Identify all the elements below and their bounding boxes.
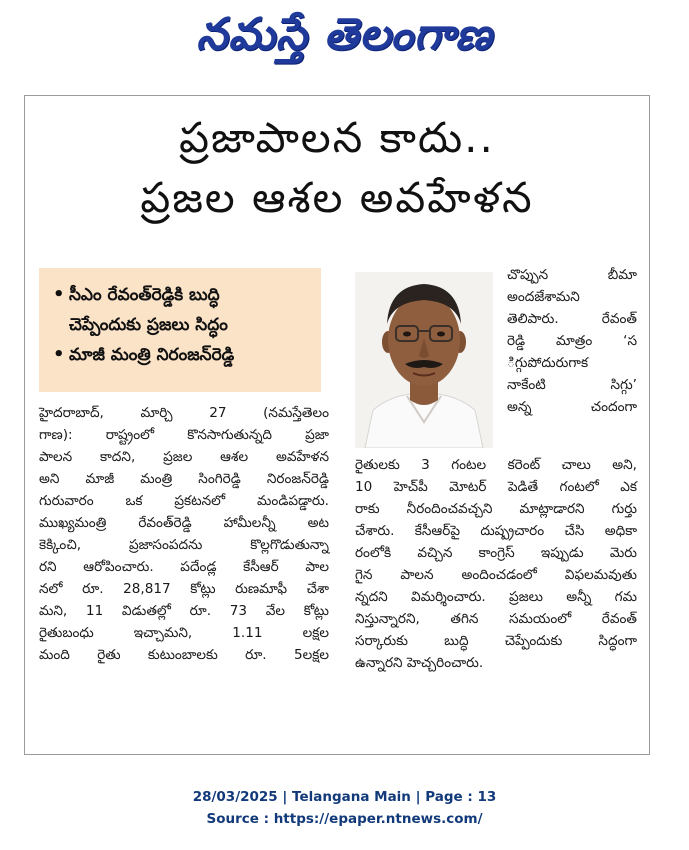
body-line: గైన పాలన అందించడంలో విఫలమవుతు: [355, 567, 637, 583]
body-line: ముఖ్యమంత్రి రేవంత్‌రెడ్డి హామీలన్నీ అట: [39, 515, 329, 531]
body-line: పాలన కాదని, ప్రజల ఆశల అవహేళన: [39, 449, 329, 465]
bullet-icon: •: [53, 344, 65, 365]
headline-line-2: ప్రజల ఆశల అవహేళన: [140, 173, 534, 222]
article-headline: [25, 108, 649, 228]
article-body-right-column-top: [507, 264, 637, 418]
body-line: రైతులకు 3 గంటల కరెంట్ చాలు అని,: [355, 457, 637, 473]
body-line: రని ఆరోపించారు. పదేండ్ల కేసీఆర్ పాల: [39, 559, 329, 575]
body-line: చేశారు. కేసీఆర్‌పై దుష్ప్రచారం చేసి అధికా: [355, 523, 637, 539]
headline-line-1: ప్రజాపాలన కాదు..: [179, 113, 495, 162]
body-line: రైతుబంధు ఇచ్చామని, 1.11 లక్షల: [39, 625, 329, 641]
highlight-item: [53, 340, 311, 370]
article-body-left-column: [39, 402, 329, 666]
body-line: తెలిపారు. రేవంత్: [507, 311, 637, 327]
body-line: సర్కారుకు బుద్ధి చెప్పేందుకు సిద్ధంగా: [355, 633, 637, 649]
body-line: కెక్కించి, ప్రజాసంపదను కొల్లగొడుతున్నా: [39, 537, 329, 553]
body-line: ిగ్గుపోదురుగాక: [507, 355, 589, 371]
body-line: రెడ్డి మాత్రం ‘స: [507, 333, 637, 349]
highlight-text-continued: చెప్పేందుకు ప్రజలు సిద్ధం: [69, 315, 228, 335]
footer-date-edition: 28/03/2025 | Telangana Main | Page : 13: [192, 789, 497, 805]
body-line: గురువారం ఒక ప్రకటనలో మండిపడ్డారు.: [39, 493, 329, 509]
highlight-item: [53, 280, 311, 310]
body-line: హైదరాబాద్, మార్చి 27 (నమస్తేతెలం: [39, 405, 329, 421]
body-line: న్నదని విమర్శించారు. ప్రజలు అన్నీ గమ: [355, 589, 637, 605]
body-line: నిస్తున్నారని, తగిన సమయంలో రేవంత్: [355, 611, 637, 627]
body-line: ఉన్నారని హెచ్చరించారు.: [355, 655, 484, 671]
highlight-text: మాజీ మంత్రి నిరంజన్‌రెడ్డి: [69, 345, 235, 365]
body-line: చొప్పున బీమా: [507, 267, 637, 283]
body-line: అందజేశామని: [507, 289, 580, 305]
article-body-right-column-bottom: [355, 454, 637, 674]
body-line: 10 హెచ్‌పీ మోటర్ పెడితే గంటలో ఎక: [355, 479, 637, 495]
page-footer: [0, 786, 689, 830]
body-line: నలో రూ. 28,817 కోట్లు రుణమాఫీ చేశా: [39, 581, 329, 597]
newspaper-logo: నమస్తే తెలంగాణ: [196, 9, 493, 60]
bullet-icon: •: [53, 284, 65, 305]
masthead: [0, 0, 689, 80]
body-line: అని మాజీ మంత్రి సింగిరెడ్డి నిరంజన్‌రెడ్డి: [39, 471, 329, 487]
body-line: రంలోకి వచ్చిన కాంగ్రెస్ ఇప్పుడు మెరు: [355, 545, 637, 561]
highlight-text: సీఎం రేవంత్‌రెడ్డికి బుద్ధి: [69, 285, 220, 305]
body-line: మని, 11 విడుతల్లో రూ. 73 వేల కోట్లు: [39, 603, 329, 619]
body-line: మంది రైతు కుటుంబాలకు రూ. 5లక్షల: [39, 647, 329, 663]
portrait-photo: [355, 272, 493, 448]
body-line: గాణ): రాష్ట్రంలో కొనసాగుతున్నది ప్రజా: [39, 427, 329, 443]
footer-source-link[interactable]: Source : https://epaper.ntnews.com/: [206, 811, 483, 827]
body-line: అన్న చందంగా: [507, 399, 637, 415]
article-clipping: [24, 95, 650, 755]
body-line: రాకు నీరందించవచ్చని మాట్లాడారని గుర్తు: [355, 501, 637, 517]
highlights-box: [39, 268, 321, 392]
body-line: నాకేంటి సిగ్గు’: [507, 377, 637, 393]
